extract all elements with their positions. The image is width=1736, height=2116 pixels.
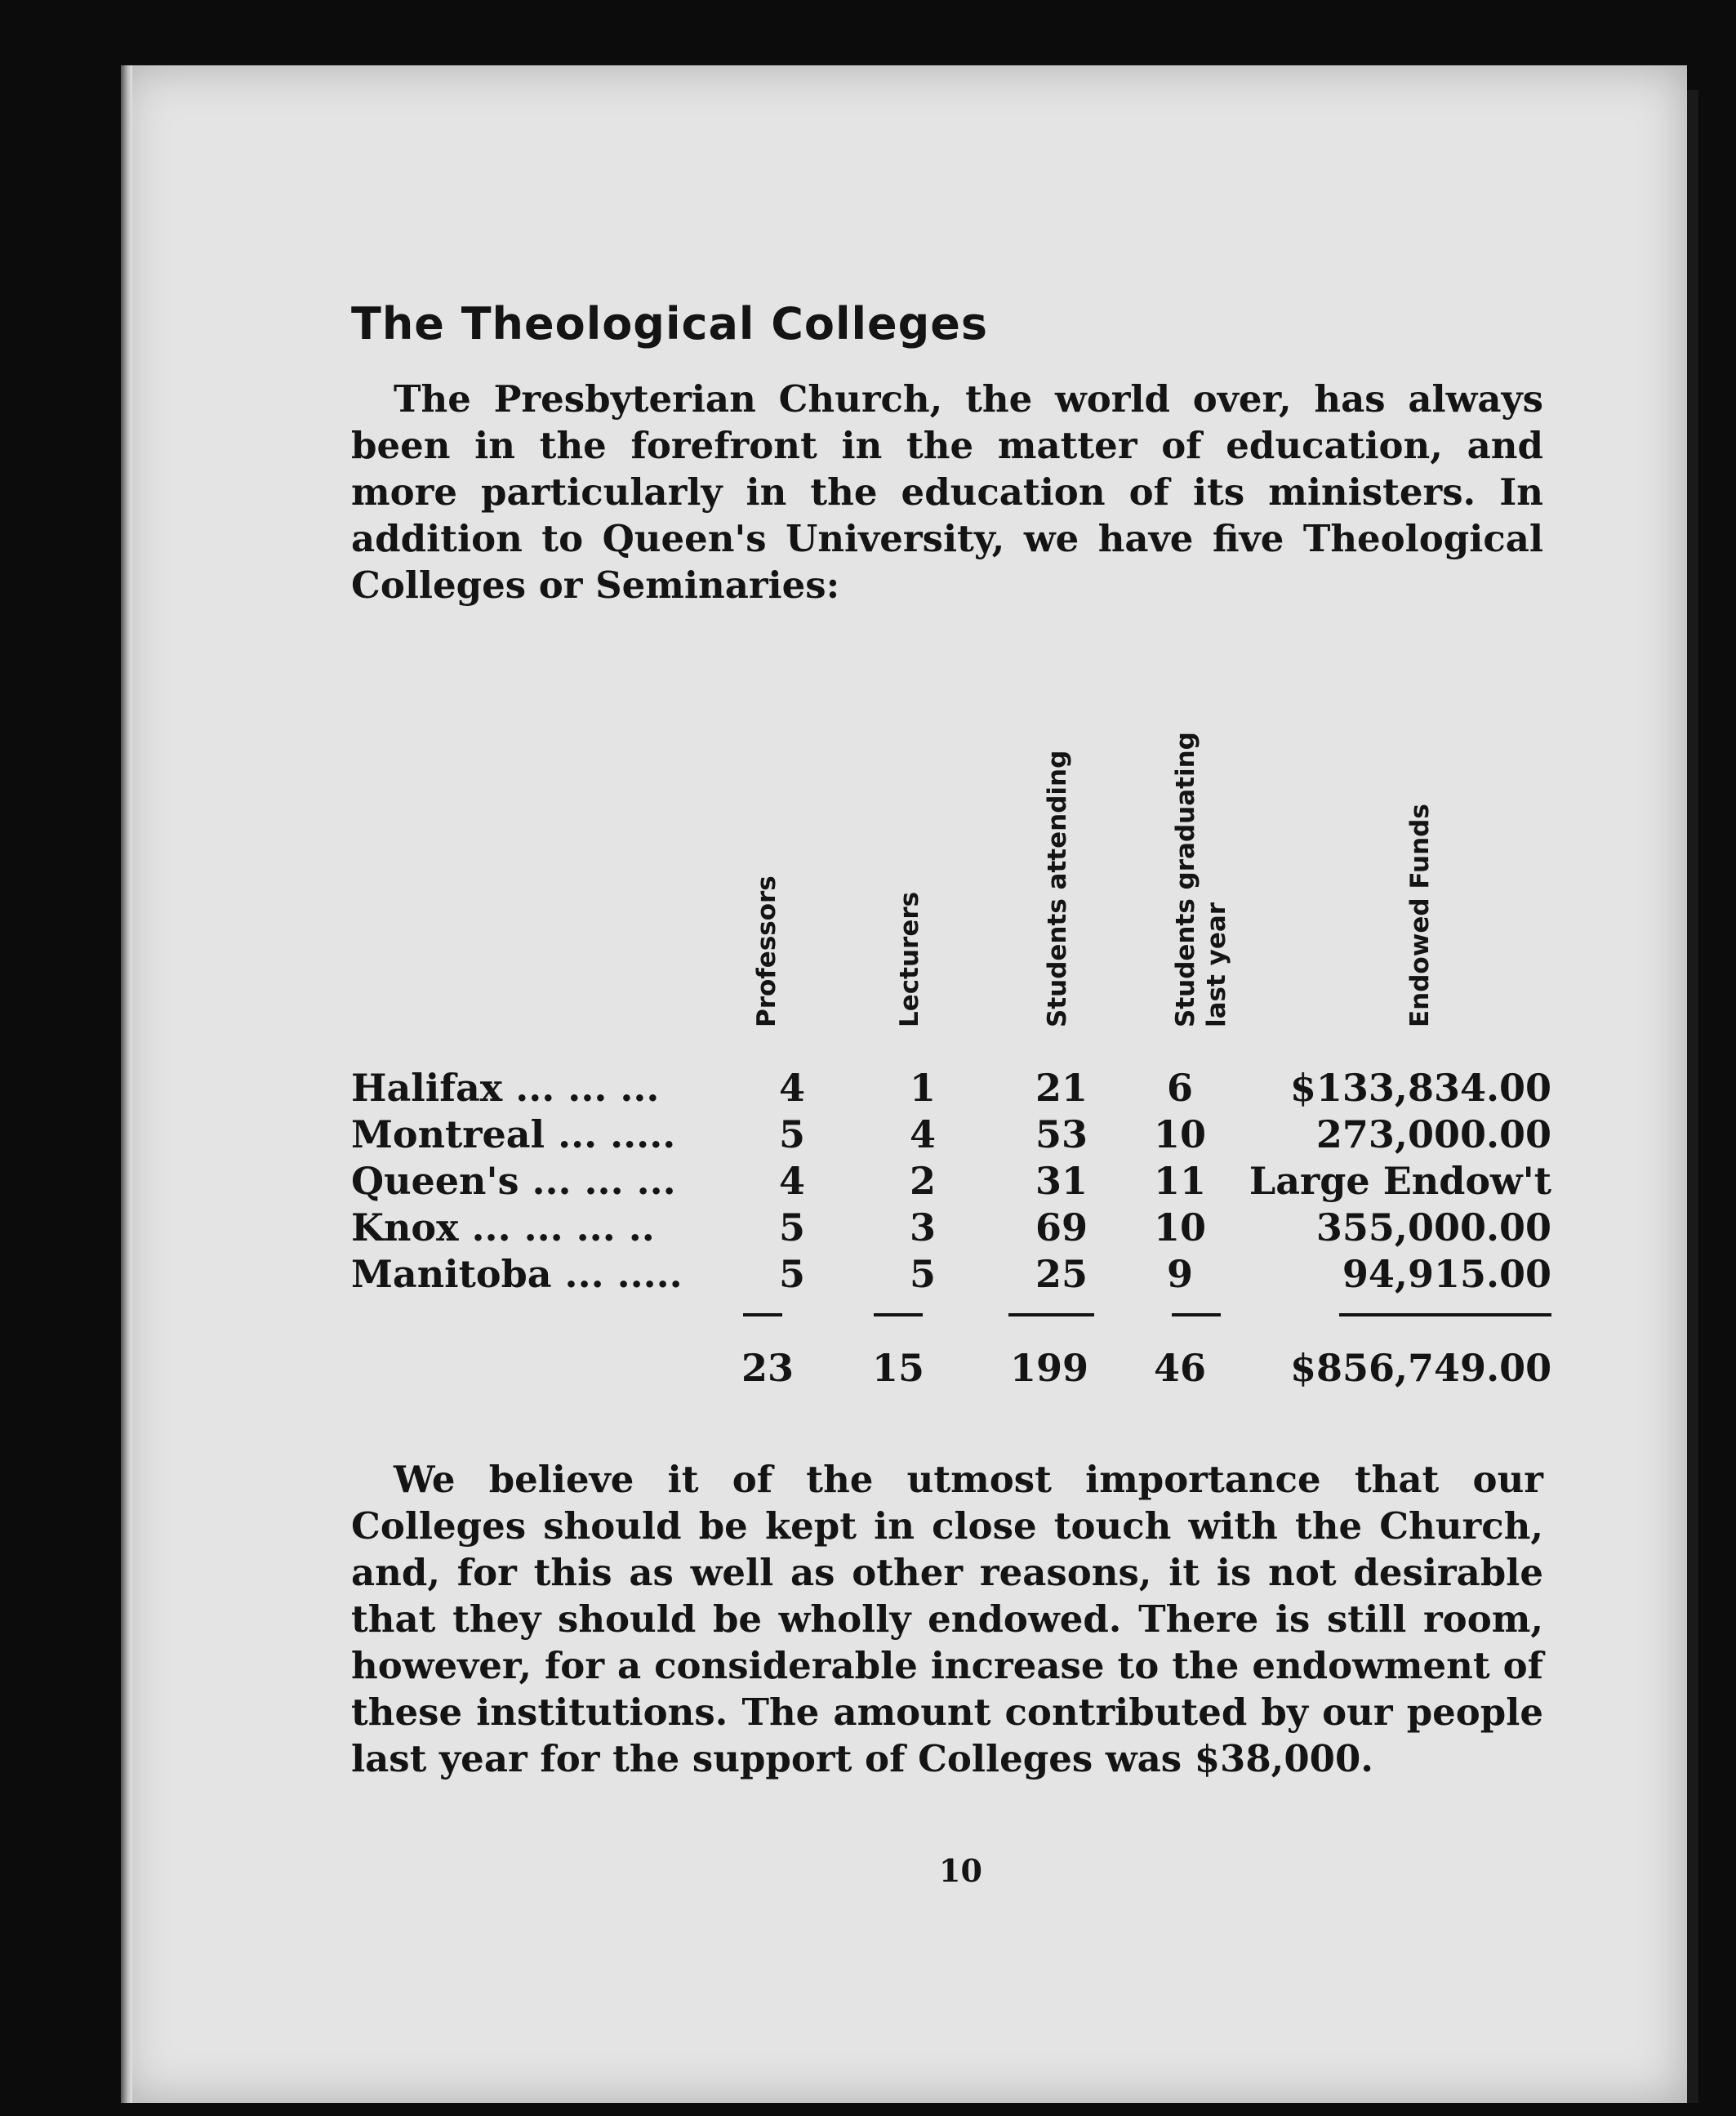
total-funds: $856,749.00 (1290, 1346, 1552, 1390)
funds-cell: 273,000.00 (1315, 1112, 1551, 1156)
college-name: Queen's ... ... ... (351, 1159, 676, 1203)
graduating-cell: 10 (1153, 1112, 1206, 1156)
attending-cell: 69 (1035, 1205, 1088, 1250)
column-header-professors: Professors (752, 875, 781, 1027)
professors-cell: 5 (778, 1252, 805, 1296)
attending-cell: 21 (1035, 1066, 1088, 1110)
total-rule-funds (1339, 1313, 1551, 1316)
professors-cell: 4 (778, 1159, 805, 1203)
attending-cell: 25 (1035, 1252, 1088, 1296)
lecturers-cell: 3 (909, 1205, 936, 1250)
total-rule-graduating (1172, 1313, 1221, 1316)
total-rule-professors (743, 1313, 782, 1316)
graduating-cell: 6 (1166, 1066, 1193, 1110)
lecturers-cell: 2 (909, 1159, 936, 1203)
table-row (351, 1159, 1551, 1205)
graduating-cell: 9 (1166, 1252, 1193, 1296)
table-row (351, 1252, 1551, 1298)
college-name: Montreal ... ..... (351, 1112, 676, 1156)
graduating-cell: 10 (1153, 1205, 1206, 1250)
college-name: Halifax ... ... ... (351, 1066, 660, 1110)
college-name: Manitoba ... ..... (351, 1252, 683, 1296)
page-number: 10 (939, 1852, 982, 1889)
page-title: The Theological Colleges (351, 298, 989, 350)
total-rule-attending (1008, 1313, 1094, 1316)
lecturers-cell: 4 (909, 1112, 936, 1156)
table-row (351, 1066, 1551, 1111)
column-header-students-graduating: Students graduating last year (1171, 732, 1231, 1027)
total-graduating: 46 (1153, 1346, 1206, 1390)
total-attending: 199 (1009, 1346, 1089, 1390)
table-row (351, 1205, 1551, 1251)
attending-cell: 31 (1035, 1159, 1088, 1203)
college-name: Knox ... ... ... .. (351, 1205, 655, 1250)
funds-cell: Large Endow't (1249, 1159, 1551, 1203)
funds-cell: 355,000.00 (1315, 1205, 1551, 1250)
table-row (351, 1112, 1551, 1158)
attending-cell: 53 (1035, 1112, 1088, 1156)
column-header-students-attending: Students attending (1043, 750, 1072, 1027)
intro-text: The Presbyterian Church, the world over, has always been in the forefront in the matter of education, and more particularly in the education of its ministers. In addition to Queen's University, we have five Theological Colleges or Seminaries: (351, 377, 1543, 607)
graduating-cell: 11 (1153, 1159, 1206, 1203)
total-professors: 23 (741, 1346, 794, 1390)
total-rule-lecturers (874, 1313, 923, 1316)
professors-cell: 4 (778, 1066, 805, 1110)
intro-paragraph (351, 376, 1543, 608)
column-header-endowed-funds: Endowed Funds (1405, 804, 1435, 1027)
closing-paragraph (351, 1456, 1543, 1782)
professors-cell: 5 (778, 1112, 805, 1156)
closing-text: We believe it of the utmost importance that our Colleges should be kept in close touch with the Church, and, for this as well as other reasons, it is not desirable that they should be wholly endowed. There is still room, however, for a considerable increase to the endowment of these institutions. The amount contributed by our people last year for the support of Colleges was $38,000. (351, 1458, 1543, 1780)
total-lecturers: 15 (871, 1346, 924, 1390)
column-header-lecturers: Lecturers (895, 891, 924, 1027)
lecturers-cell: 1 (909, 1066, 936, 1110)
funds-cell: 94,915.00 (1342, 1252, 1551, 1296)
professors-cell: 5 (778, 1205, 805, 1250)
funds-cell: $133,834.00 (1289, 1066, 1551, 1110)
lecturers-cell: 5 (909, 1252, 936, 1296)
